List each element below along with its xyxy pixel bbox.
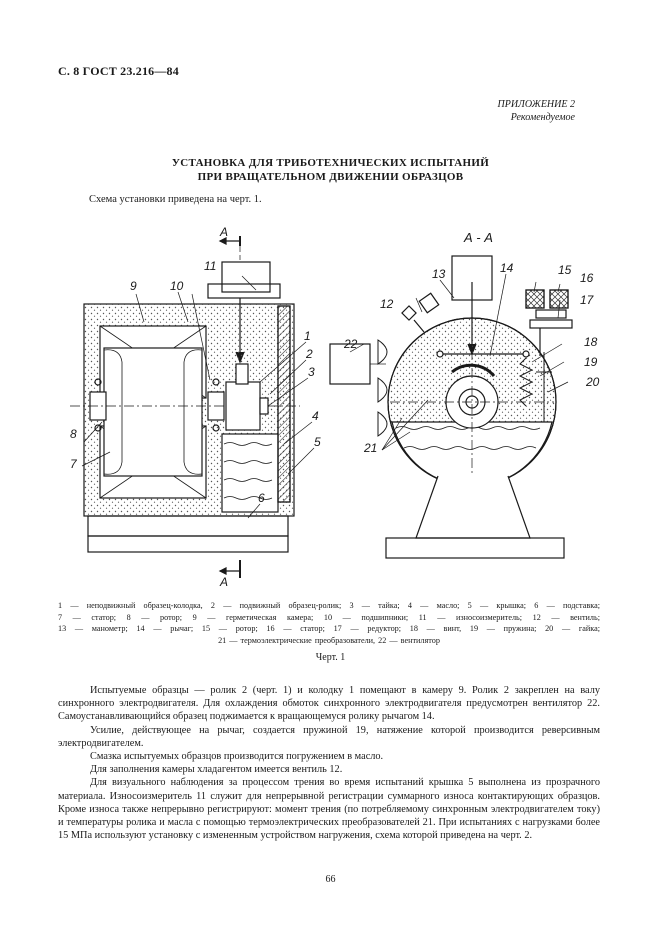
legend-line: 21 — термоэлектрические преобразователи, 22 — вентилятор xyxy=(218,635,440,645)
label-15: 15 xyxy=(558,263,572,277)
section-title xyxy=(0,156,661,184)
label-22: 22 xyxy=(344,337,358,351)
label-21: 21 xyxy=(364,441,378,455)
legend-line: 7 — статор; 8 — ротор; 9 — герметическая камера; 10 — подшипники; 11 — износоизмеритель; 12 — вентиль; xyxy=(58,612,600,622)
label-11: 11 xyxy=(204,259,217,273)
label-4: 4 xyxy=(312,409,319,423)
label-9: 9 xyxy=(130,279,137,293)
body-paragraph: Для визуального наблюдения за процессом трения во время испытаний крышка 5 выполнена из прозрачного материала. Износоизмеритель 11 служит для непрерывной регистрации суммарного износа контактирующих образцов. Кроме износа также непрерывно регистрируют: момент трения (по потребляемому синхронным электродвигателем току) и температуры ролика и масла с помощью термоэлектрических преобразователей 21. При испытаниях с нагрузками более 15 МПа используют установку с измененным устройством нагружения, схема которой приведена на черт. 2. xyxy=(58,777,600,842)
label-13: 13 xyxy=(432,267,446,281)
appendix-note xyxy=(498,98,576,124)
label-17: 17 xyxy=(580,293,594,307)
label-19: 19 xyxy=(584,355,598,369)
section-title-line1: УСТАНОВКА ДЛЯ ТРИБОТЕХНИЧЕСКИХ ИСПЫТАНИЙ xyxy=(171,157,490,169)
right-view-drawing xyxy=(330,230,600,558)
label-14: 14 xyxy=(500,261,514,275)
section-view-title: А - А xyxy=(464,230,493,245)
page-header: С. 8 ГОСТ 23.216—84 xyxy=(58,64,179,78)
page-number: 66 xyxy=(325,874,336,885)
body-paragraph: Смазка испытуемых образцов производится погружением в масло. xyxy=(90,751,384,763)
label-20: 20 xyxy=(586,375,600,389)
section-title-line2: ПРИ ВРАЩАТЕЛЬНОМ ДВИЖЕНИИ ОБРАЗЦОВ xyxy=(197,171,464,183)
label-16: 16 xyxy=(580,271,594,285)
left-view-drawing xyxy=(70,225,321,589)
label-8: 8 xyxy=(70,427,77,441)
section-mark-top: А xyxy=(220,225,229,239)
body-paragraph: Усилие, действующее на рычаг, создается пружиной 19, натяжение которой производится реверсивным электродвигателем. xyxy=(58,724,600,749)
technical-drawing xyxy=(60,222,600,594)
label-3: 3 xyxy=(308,365,315,379)
body-paragraph: Для заполнения камеры хладагентом имеется вентиль 12. xyxy=(90,764,343,776)
body-paragraph: Испытуемые образцы — ролик 2 (черт. 1) и колодку 1 помещают в камеру 9. Ролик 2 закреплен на валу синхронного электродвигателя. Для охлаждения обмоток синхронного электродвигателя предусмотрен вентилятор 22. Самоустанавливающийся образец поджимается к вращающемуся ролику рычагом 14. xyxy=(58,685,600,723)
intro-text: Схема установки приведена на черт. 1. xyxy=(89,194,262,205)
section-mark-bottom: А xyxy=(220,575,229,589)
appendix-status: Рекомендуемое xyxy=(510,112,575,123)
label-2: 2 xyxy=(306,347,313,361)
label-5: 5 xyxy=(314,435,321,449)
legend-line: 1 — неподвижный образец-колодка, 2 — подвижный образец-ролик; 3 — тайка; 4 — масло; 5 — крышка; 6 — подставка; xyxy=(58,601,600,610)
body-text xyxy=(58,684,600,842)
appendix-title: ПРИЛОЖЕНИЕ 2 xyxy=(497,99,575,110)
label-12: 12 xyxy=(380,297,394,311)
legend-line: 13 — манометр; 14 — рычаг; 15 — ротор; 16 — статор; 17 — редуктор; 18 — винт, 19 — пружина; 20 — гайка; xyxy=(58,624,600,633)
label-18: 18 xyxy=(584,335,598,349)
figure-legend xyxy=(58,600,600,646)
label-6: 6 xyxy=(258,491,265,505)
label-10: 10 xyxy=(170,279,184,293)
label-7: 7 xyxy=(70,457,77,471)
label-1: 1 xyxy=(304,329,311,343)
figure-caption: Черт. 1 xyxy=(315,652,346,663)
